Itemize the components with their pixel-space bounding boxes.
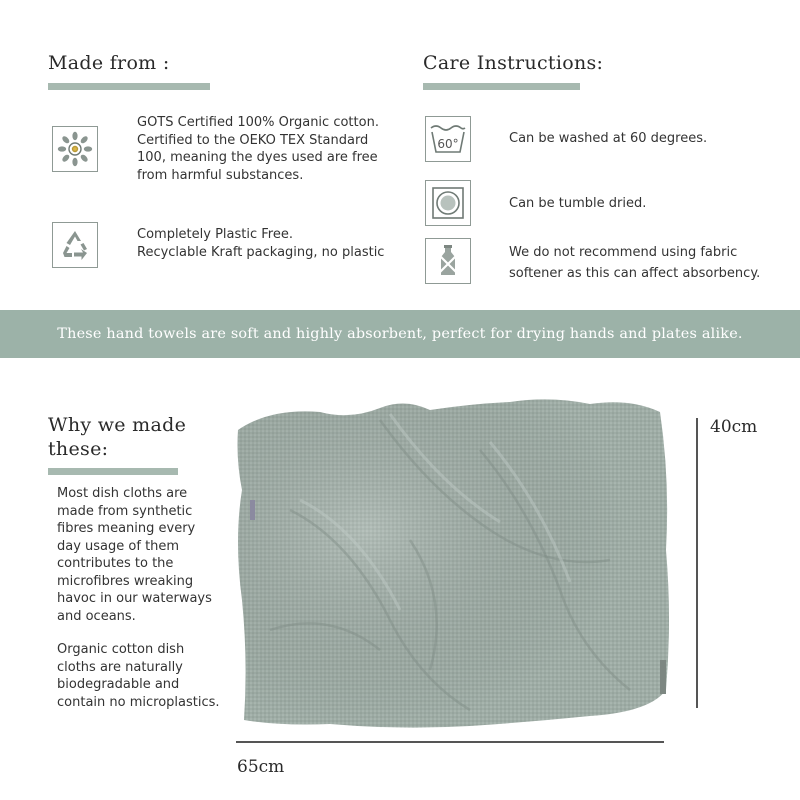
width-dimension-line [236, 741, 664, 743]
why-rule [48, 468, 178, 475]
tagline-banner [0, 310, 800, 358]
gots-organic-icon [52, 126, 98, 172]
why-paragraph-2: Organic cotton dish cloths are naturally biodegradable and contain no microplastics. [57, 642, 220, 710]
why-paragraph-1: Most dish cloths are made from synthetic fibres meaning every day usage of them contributes to the microfibres wreaking havoc in our waterways and oceans. [57, 486, 212, 624]
wash-temp-label: 60° [437, 137, 459, 151]
care-item-dry [509, 195, 769, 213]
dry-text: Can be tumble dried. [509, 196, 647, 211]
made-from-item-plastic-free [137, 226, 397, 261]
wash-60-icon [425, 116, 471, 162]
softener-text: We do not recommend using fabric softener as this can affect absorbency. [509, 245, 761, 281]
care-heading: Care Instructions: [423, 52, 604, 74]
height-dimension-line [696, 418, 698, 708]
tumble-dry-icon [425, 180, 471, 226]
care-item-softener [509, 242, 789, 284]
care-item-wash [509, 130, 769, 148]
width-dimension-label: 65cm [237, 757, 285, 777]
wash-text: Can be washed at 60 degrees. [509, 131, 708, 146]
tagline-text: These hand towels are soft and highly absorbent, perfect for drying hands and plates alike. [57, 326, 743, 342]
why-heading-line2: these: [48, 438, 109, 460]
made-from-heading: Made from : [48, 52, 170, 74]
plastic-free-text: Completely Plastic Free. Recyclable Kraft packaging, no plastic [137, 227, 385, 260]
no-fabric-softener-icon [425, 238, 471, 284]
why-body [57, 485, 222, 727]
towel-image [230, 390, 680, 739]
why-heading-line1: Why we made [48, 414, 187, 436]
made-from-item-organic [137, 114, 392, 184]
recycle-icon [52, 222, 98, 268]
made-from-rule [48, 83, 210, 90]
care-rule [423, 83, 580, 90]
organic-text: GOTS Certified 100% Organic cotton. Certified to the OEKO TEX Standard 100, meaning the dyes used are free from harmful substances. [137, 115, 379, 183]
height-dimension-label: 40cm [710, 417, 758, 437]
